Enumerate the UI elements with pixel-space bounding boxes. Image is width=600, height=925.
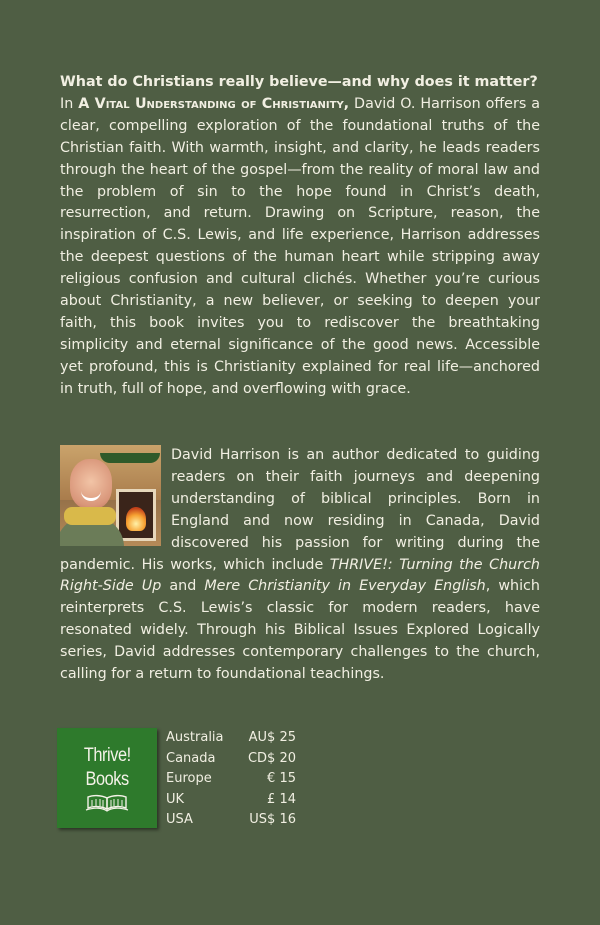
price-region: UK [166,791,185,807]
price-value: AU$ 25 [248,730,296,745]
price-row [166,769,296,790]
description-intro: In [60,95,79,112]
price-row [166,810,296,831]
price-value: CD$ 20 [247,750,296,766]
price-value: US$ 16 [249,812,296,827]
bio-text-2: and [161,578,205,595]
price-value: € 15 [267,771,296,786]
price-list [166,728,296,831]
price-section [57,728,357,828]
bio-text-1: David Harrison is an author dedicated to guiding readers on their faith journeys and deepening understanding of biblical principles. Born in England and now residing in Canada, David discovered his passion for writing during the pandemic. His works, which include [60,447,540,573]
bio-book-title-2: Mere Christianity in Everyday English [204,578,486,595]
price-region: Europe [166,771,212,786]
author-bio [60,445,540,686]
bio-book-title-1: THRIVE!: Turning the Church Right-Side Up [60,556,540,595]
description-lead: What do Christians really believe—and why does it matter? [60,74,538,90]
price-region: Australia [166,730,224,745]
publisher-logo [57,728,157,828]
price-row [166,749,296,770]
publisher-name-line2: Books [85,769,129,790]
price-row [166,728,296,749]
bio-text-3: , which reinterprets C.S. Lewis’s classic for modern readers, have resonated widely. Through his Biblical Issues Explored Logically series, David addresses contemporary challenges to the church, calling for a return to foundational teachings. [60,578,540,683]
price-value: £ 14 [267,791,296,807]
book-description [60,72,540,401]
publisher-name-line1: Thrive! [83,745,131,766]
price-region: USA [166,812,193,827]
description-body: David O. Harrison offers a clear, compelling exploration of the foundational truths of the Christian faith. With warmth, insight, and clarity, he leads readers through the heart of the gospel—from the reality of moral law and the problem of sin to the hope found in Christ’s death, resurrection, and return. Drawing on Scripture, reason, the inspiration of C.S. Lewis, and life experience, Harrison addresses the deepest questions of the human heart while stripping away religious confusion and cultural clichés. Whether you’re curious about Christianity, a new believer, or seeking to deepen your faith, this book invites you to rediscover the breathtaking simplicity and eternal significance of the good news. Accessible yet profound, this is Christianity explained for real life—anchored in truth, full of hope, and overflowing with grace. [60,95,540,397]
book-title: A Vital Understanding of Christianity, [78,95,350,112]
price-region: Canada [166,750,216,766]
author-photo [60,445,161,546]
open-book-icon [85,794,129,812]
price-row [166,790,296,811]
